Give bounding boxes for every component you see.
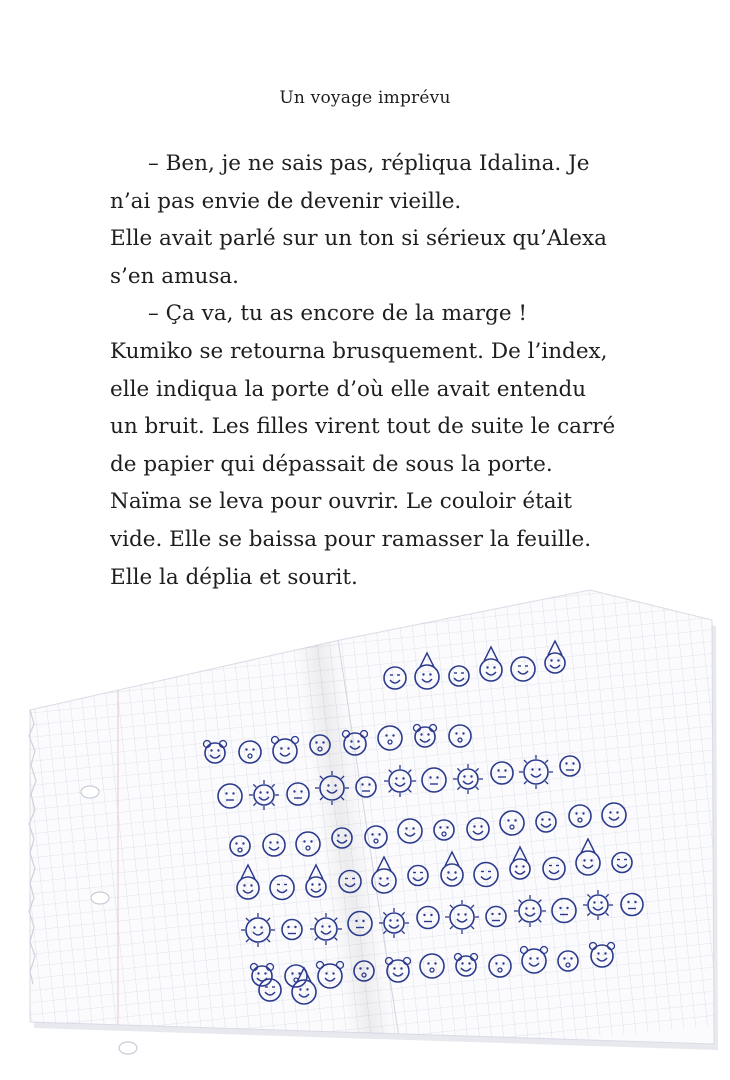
text-line: n’ai pas envie de devenir vieille. <box>110 188 462 214</box>
text-line: Naïma se leva pour ouvrir. Le couloir était <box>110 489 573 515</box>
text-line: – Ça va, tu as encore de la marge ! <box>148 301 528 327</box>
text-line: elle indiqua la porte d’où elle avait entendu <box>110 376 587 402</box>
text-line: un bruit. Les filles virent tout de suite le carré <box>110 414 616 440</box>
binder-hole <box>91 892 109 904</box>
text-line: de papier qui dépassait de sous la porte. <box>110 451 553 477</box>
notebook-paper-drawing <box>0 570 730 1060</box>
text-line: Elle avait parlé sur un ton si sérieux qu’Alexa <box>110 226 607 252</box>
text-line: vide. Elle se baissa pour ramasser la feuille. <box>110 526 592 552</box>
text-line: – Ben, je ne sais pas, répliqua Idalina. Je <box>148 151 590 176</box>
body-text <box>110 145 670 596</box>
text-line: Elle la déplia et sourit. <box>110 564 358 590</box>
running-header: Un voyage imprévu <box>279 88 451 108</box>
notebook-paper-illustration <box>0 570 730 1060</box>
text-line: Kumiko se retourna brusquement. De l’index, <box>110 338 608 364</box>
binder-hole <box>119 1042 137 1054</box>
binder-hole <box>81 786 99 798</box>
text-line: s’en amusa. <box>110 263 240 289</box>
